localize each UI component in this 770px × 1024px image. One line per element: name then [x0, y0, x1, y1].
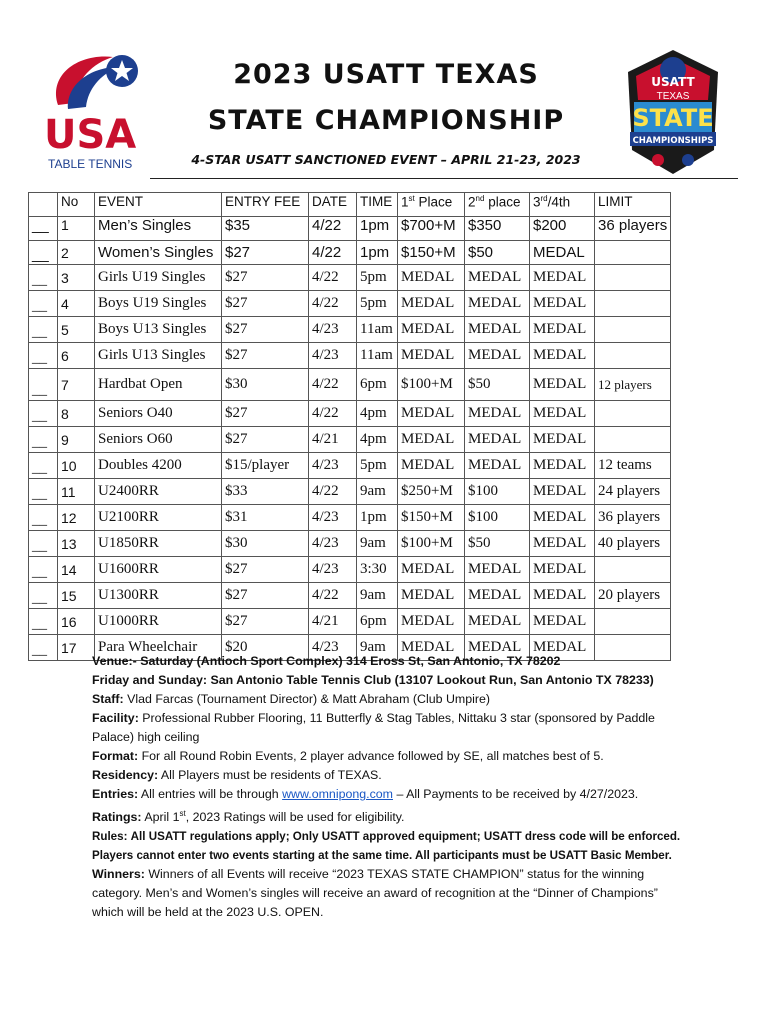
- third-place-prize: $200: [530, 217, 595, 241]
- event-time: 11am: [357, 317, 398, 343]
- events-table: [28, 192, 671, 661]
- event-name: Boys U19 Singles: [95, 291, 222, 317]
- event-number: 7: [58, 369, 95, 401]
- table-row: [29, 609, 671, 635]
- event-date: 4/23: [309, 343, 357, 369]
- event-date: 4/22: [309, 265, 357, 291]
- entry-fee: $27: [222, 291, 309, 317]
- event-number: 5: [58, 317, 95, 343]
- svg-text:USATT: USATT: [651, 75, 695, 89]
- third-place-prize: MEDAL: [530, 343, 595, 369]
- first-place-prize: MEDAL: [398, 401, 465, 427]
- third-place-prize: MEDAL: [530, 453, 595, 479]
- entry-fee: $27: [222, 427, 309, 453]
- event-date: 4/22: [309, 479, 357, 505]
- checkbox-cell[interactable]: __: [29, 635, 58, 661]
- second-place-prize: $100: [465, 479, 530, 505]
- first-place-prize: MEDAL: [398, 453, 465, 479]
- residency-line: Residency: All Players must be residents of TEXAS.: [92, 768, 382, 782]
- event-number: 3: [58, 265, 95, 291]
- players-line: Players cannot enter two events starting at the same time. All participants must be USATT Basic Member.: [92, 849, 672, 863]
- third-place-prize: MEDAL: [530, 479, 595, 505]
- third-place-prize: MEDAL: [530, 531, 595, 557]
- facility-line: Facility: Professional Rubber Flooring, 11 Butterfly & Stag Tables, Nittaku 3 star (sponsored by Paddle Palace) high ceiling: [92, 711, 655, 744]
- checkbox-cell[interactable]: __: [29, 401, 58, 427]
- first-place-prize: MEDAL: [398, 583, 465, 609]
- usa-table-tennis-logo: [38, 45, 156, 175]
- entry-fee: $27: [222, 343, 309, 369]
- checkbox-cell[interactable]: __: [29, 427, 58, 453]
- event-time: 9am: [357, 583, 398, 609]
- entry-fee: $15/player: [222, 453, 309, 479]
- event-number: 11: [58, 479, 95, 505]
- first-place-prize: MEDAL: [398, 427, 465, 453]
- event-limit: [595, 291, 671, 317]
- event-name: Boys U13 Singles: [95, 317, 222, 343]
- table-row: [29, 369, 671, 401]
- event-name: U2100RR: [95, 505, 222, 531]
- header-first-place: 1st Place: [398, 193, 465, 217]
- entry-fee: $27: [222, 583, 309, 609]
- first-place-prize: MEDAL: [398, 317, 465, 343]
- event-name: Doubles 4200: [95, 453, 222, 479]
- first-place-prize: $150+M: [398, 505, 465, 531]
- page-title: [186, 52, 586, 144]
- entry-fee: $27: [222, 265, 309, 291]
- entry-fee: $30: [222, 369, 309, 401]
- table-row: [29, 427, 671, 453]
- event-name: Seniors O60: [95, 427, 222, 453]
- event-date: 4/22: [309, 241, 357, 265]
- event-limit: 36 players: [595, 505, 671, 531]
- state-championships-logo: [618, 42, 728, 182]
- third-place-prize: MEDAL: [530, 317, 595, 343]
- second-place-prize: $350: [465, 217, 530, 241]
- checkbox-cell[interactable]: __: [29, 217, 58, 241]
- table-row: [29, 479, 671, 505]
- second-place-prize: $100: [465, 505, 530, 531]
- svg-text:TEXAS: TEXAS: [656, 91, 690, 102]
- second-place-prize: MEDAL: [465, 291, 530, 317]
- event-name: Seniors O40: [95, 401, 222, 427]
- event-date: 4/22: [309, 369, 357, 401]
- event-number: 10: [58, 453, 95, 479]
- checkbox-cell[interactable]: __: [29, 241, 58, 265]
- event-number: 17: [58, 635, 95, 661]
- entry-fee: $27: [222, 317, 309, 343]
- checkbox-cell[interactable]: __: [29, 557, 58, 583]
- event-date: 4/23: [309, 453, 357, 479]
- event-name: Para Wheelchair: [95, 635, 222, 661]
- event-time: 6pm: [357, 609, 398, 635]
- third-place-prize: MEDAL: [530, 265, 595, 291]
- second-place-prize: $50: [465, 369, 530, 401]
- header-no: No: [58, 193, 95, 217]
- event-date: 4/23: [309, 505, 357, 531]
- event-number: 6: [58, 343, 95, 369]
- table-row: [29, 317, 671, 343]
- first-place-prize: $100+M: [398, 531, 465, 557]
- event-name: Men’s Singles: [95, 217, 222, 241]
- first-place-prize: $250+M: [398, 479, 465, 505]
- first-place-prize: MEDAL: [398, 557, 465, 583]
- entry-fee: $20: [222, 635, 309, 661]
- table-row: [29, 217, 671, 241]
- header-second-place: 2nd place: [465, 193, 530, 217]
- checkbox-cell[interactable]: __: [29, 583, 58, 609]
- event-name: U1000RR: [95, 609, 222, 635]
- second-place-prize: MEDAL: [465, 265, 530, 291]
- event-time: 1pm: [357, 505, 398, 531]
- header-third-place: 3rd/4th: [530, 193, 595, 217]
- checkbox-cell[interactable]: __: [29, 317, 58, 343]
- first-place-prize: MEDAL: [398, 609, 465, 635]
- event-limit: [595, 343, 671, 369]
- third-place-prize: MEDAL: [530, 557, 595, 583]
- entry-fee: $27: [222, 609, 309, 635]
- event-limit: [595, 265, 671, 291]
- event-time: 9am: [357, 479, 398, 505]
- second-place-prize: MEDAL: [465, 453, 530, 479]
- third-place-prize: MEDAL: [530, 401, 595, 427]
- svg-text:USA: USA: [44, 112, 137, 158]
- event-limit: 24 players: [595, 479, 671, 505]
- third-place-prize: MEDAL: [530, 369, 595, 401]
- title-line-2: STATE CHAMPIONSHIP: [207, 105, 565, 136]
- second-place-prize: MEDAL: [465, 401, 530, 427]
- event-number: 16: [58, 609, 95, 635]
- event-number: 1: [58, 217, 95, 241]
- first-place-prize: $700+M: [398, 217, 465, 241]
- second-place-prize: MEDAL: [465, 343, 530, 369]
- event-number: 2: [58, 241, 95, 265]
- event-number: 9: [58, 427, 95, 453]
- event-time: 11am: [357, 343, 398, 369]
- second-place-prize: MEDAL: [465, 427, 530, 453]
- third-place-prize: MEDAL: [530, 241, 595, 265]
- event-time: 3:30: [357, 557, 398, 583]
- checkbox-cell[interactable]: __: [29, 479, 58, 505]
- header-time: TIME: [357, 193, 398, 217]
- format-line: Format: For all Round Robin Events, 2 player advance followed by SE, all matches best of 5.: [92, 749, 604, 763]
- first-place-prize: $150+M: [398, 241, 465, 265]
- event-number: 14: [58, 557, 95, 583]
- entry-fee: $27: [222, 557, 309, 583]
- event-date: 4/22: [309, 217, 357, 241]
- event-date: 4/23: [309, 635, 357, 661]
- event-limit: 36 players: [595, 217, 671, 241]
- event-number: 4: [58, 291, 95, 317]
- entries-line: Entries: All entries will be through www.omnipong.com – All Payments to be received by 4/27/2023.: [92, 787, 639, 801]
- event-limit: 20 players: [595, 583, 671, 609]
- event-limit: 40 players: [595, 531, 671, 557]
- third-place-prize: MEDAL: [530, 583, 595, 609]
- event-date: 4/21: [309, 609, 357, 635]
- event-limit: [595, 609, 671, 635]
- event-time: 5pm: [357, 265, 398, 291]
- event-name: Girls U13 Singles: [95, 343, 222, 369]
- event-time: 1pm: [357, 217, 398, 241]
- second-place-prize: MEDAL: [465, 635, 530, 661]
- ratings-line: Ratings: April 1st, 2023 Ratings will be used for eligibility.: [92, 809, 405, 825]
- event-time: 4pm: [357, 427, 398, 453]
- table-header-row: [29, 193, 671, 217]
- first-place-prize: MEDAL: [398, 635, 465, 661]
- third-place-prize: MEDAL: [530, 609, 595, 635]
- page-subtitle: 4-STAR USATT SANCTIONED EVENT – APRIL 21-23, 2023: [191, 152, 581, 167]
- event-number: 8: [58, 401, 95, 427]
- header-event: EVENT: [95, 193, 222, 217]
- table-row: [29, 343, 671, 369]
- event-number: 13: [58, 531, 95, 557]
- event-time: 9am: [357, 635, 398, 661]
- first-place-prize: MEDAL: [398, 291, 465, 317]
- event-time: 5pm: [357, 291, 398, 317]
- second-place-prize: MEDAL: [465, 609, 530, 635]
- event-name: Women’s Singles: [95, 241, 222, 265]
- checkbox-cell[interactable]: __: [29, 453, 58, 479]
- header-limit: LIMIT: [595, 193, 671, 217]
- event-limit: 12 players: [595, 369, 671, 401]
- table-row: [29, 583, 671, 609]
- checkbox-cell[interactable]: __: [29, 343, 58, 369]
- entry-fee: $27: [222, 241, 309, 265]
- header-date: DATE: [309, 193, 357, 217]
- event-name: Girls U19 Singles: [95, 265, 222, 291]
- event-name: U1600RR: [95, 557, 222, 583]
- checkbox-cell[interactable]: __: [29, 369, 58, 401]
- third-place-prize: MEDAL: [530, 635, 595, 661]
- event-date: 4/23: [309, 531, 357, 557]
- checkbox-cell[interactable]: __: [29, 531, 58, 557]
- entry-fee: $27: [222, 401, 309, 427]
- event-limit: [595, 401, 671, 427]
- entry-fee: $33: [222, 479, 309, 505]
- event-time: 1pm: [357, 241, 398, 265]
- table-row: [29, 453, 671, 479]
- svg-text:CHAMPIONSHIPS: CHAMPIONSHIPS: [632, 136, 714, 146]
- table-row: [29, 291, 671, 317]
- event-date: 4/21: [309, 427, 357, 453]
- winners-line: Winners: Winners of all Events will receive “2023 TEXAS STATE CHAMPION” status for the winning category. Men’s and Women’s singles will receive an award of recognition at the “Dinner of Champions” which will be held at the 2023 U.S. OPEN.: [92, 867, 658, 920]
- event-time: 9am: [357, 531, 398, 557]
- event-date: 4/22: [309, 583, 357, 609]
- entry-fee: $35: [222, 217, 309, 241]
- event-number: 12: [58, 505, 95, 531]
- table-row: [29, 241, 671, 265]
- event-limit: 12 teams: [595, 453, 671, 479]
- event-name: U1850RR: [95, 531, 222, 557]
- entry-fee: $30: [222, 531, 309, 557]
- omnipong-link[interactable]: www.omnipong.com: [282, 787, 393, 801]
- event-info: [92, 652, 692, 922]
- header-fee: ENTRY FEE: [222, 193, 309, 217]
- event-name: Hardbat Open: [95, 369, 222, 401]
- event-date: 4/23: [309, 557, 357, 583]
- third-place-prize: MEDAL: [530, 505, 595, 531]
- event-limit: [595, 427, 671, 453]
- third-place-prize: MEDAL: [530, 427, 595, 453]
- title-line-1: 2023 USATT TEXAS: [233, 59, 539, 90]
- event-date: 4/22: [309, 401, 357, 427]
- event-date: 4/23: [309, 317, 357, 343]
- event-limit: [595, 241, 671, 265]
- checkbox-cell[interactable]: __: [29, 505, 58, 531]
- second-place-prize: $50: [465, 241, 530, 265]
- checkbox-cell[interactable]: __: [29, 291, 58, 317]
- table-row: [29, 557, 671, 583]
- first-place-prize: $100+M: [398, 369, 465, 401]
- event-number: 15: [58, 583, 95, 609]
- header-check-cell: [29, 193, 58, 217]
- table-row: [29, 531, 671, 557]
- venue-line: Venue:- Saturday (Antioch Sport Complex) 314 Eross St, San Antonio, TX 78202: [92, 654, 561, 668]
- second-place-prize: MEDAL: [465, 583, 530, 609]
- event-time: 6pm: [357, 369, 398, 401]
- third-place-prize: MEDAL: [530, 291, 595, 317]
- table-row: [29, 401, 671, 427]
- event-time: 4pm: [357, 401, 398, 427]
- event-date: 4/22: [309, 291, 357, 317]
- event-name: U2400RR: [95, 479, 222, 505]
- checkbox-cell[interactable]: __: [29, 265, 58, 291]
- first-place-prize: MEDAL: [398, 343, 465, 369]
- svg-text:STATE: STATE: [632, 104, 714, 132]
- entry-fee: $31: [222, 505, 309, 531]
- first-place-prize: MEDAL: [398, 265, 465, 291]
- event-name: U1300RR: [95, 583, 222, 609]
- checkbox-cell[interactable]: __: [29, 609, 58, 635]
- event-limit: [595, 557, 671, 583]
- rules-line: Rules: All USATT regulations apply; Only USATT approved equipment; USATT dress code will be enforced.: [92, 830, 681, 844]
- svg-text:TABLE TENNIS: TABLE TENNIS: [48, 157, 133, 171]
- second-place-prize: MEDAL: [465, 557, 530, 583]
- second-place-prize: MEDAL: [465, 317, 530, 343]
- event-limit: [595, 317, 671, 343]
- staff-line: Staff: Vlad Farcas (Tournament Director) & Matt Abraham (Club Umpire): [92, 692, 491, 706]
- event-time: 5pm: [357, 453, 398, 479]
- friday-sunday-line: Friday and Sunday: San Antonio Table Tennis Club (13107 Lookout Run, San Antonio TX 78233): [92, 673, 654, 687]
- table-row: [29, 505, 671, 531]
- table-row: [29, 265, 671, 291]
- second-place-prize: $50: [465, 531, 530, 557]
